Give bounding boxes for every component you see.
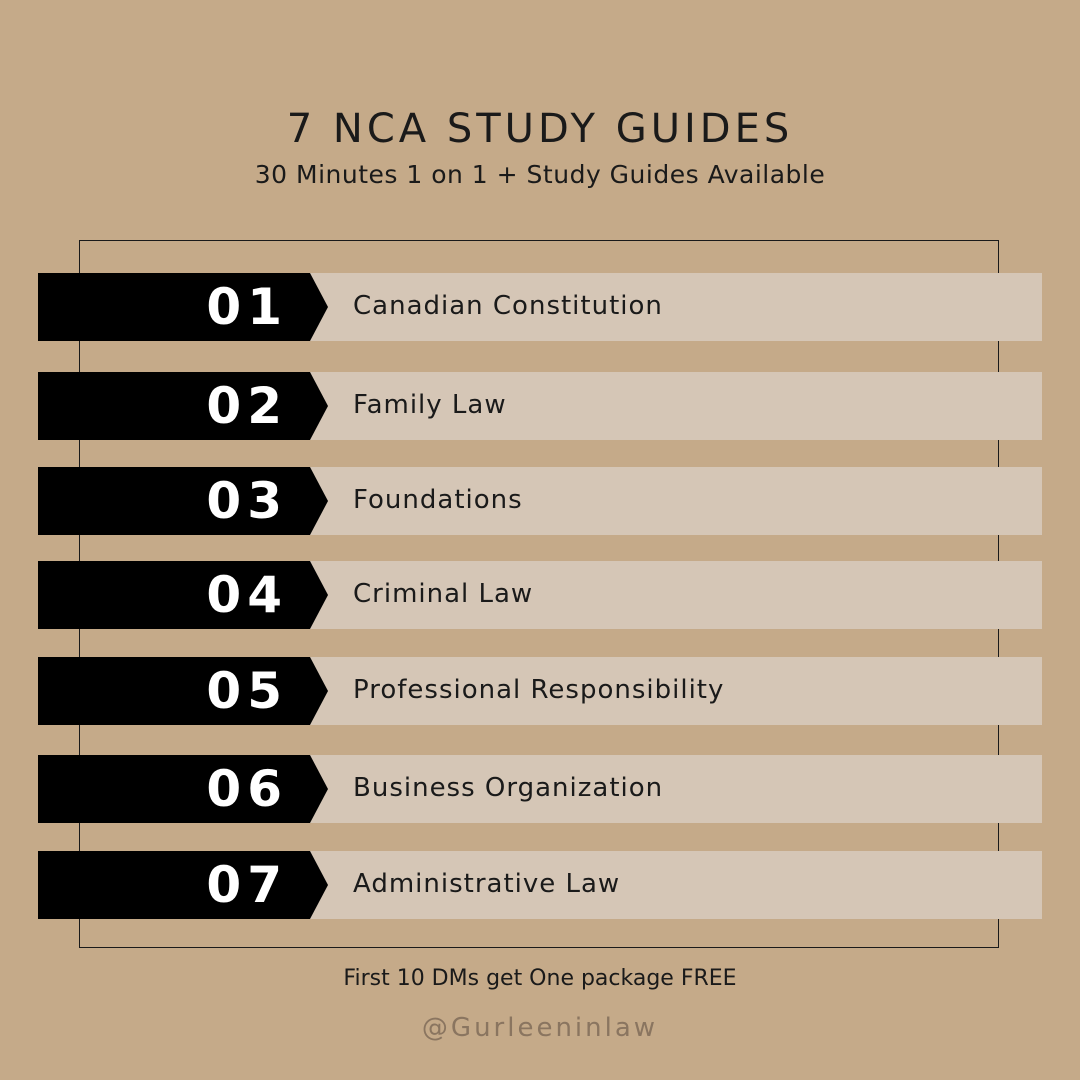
guide-row-4 [38,561,1042,629]
guide-row-2 [38,372,1042,440]
guide-label: Foundations [353,485,523,515]
guide-number: 03 [206,472,288,530]
guide-number: 04 [206,566,288,624]
guide-number: 01 [206,278,288,336]
guide-label: Family Law [353,390,507,420]
guide-row-6 [38,755,1042,823]
guide-number: 05 [206,662,288,720]
guide-row-7 [38,851,1042,919]
guide-label: Criminal Law [353,579,534,609]
guide-number: 07 [206,856,288,914]
guide-row-5 [38,657,1042,725]
guide-label: Canadian Constitution [353,291,663,321]
guide-number: 02 [206,377,288,435]
guide-label: Business Organization [353,773,664,803]
promo-text: First 10 DMs get One package FREE [343,966,737,991]
page-subtitle: 30 Minutes 1 on 1 + Study Guides Available [254,160,826,189]
page-title: 7 NCA STUDY GUIDES [286,106,794,152]
guide-label: Administrative Law [353,869,621,899]
guide-row-1 [38,273,1042,341]
guide-label: Professional Responsibility [353,675,725,705]
guide-row-3 [38,467,1042,535]
social-handle: @Gurleeninlaw [421,1013,659,1043]
guide-number: 06 [206,760,288,818]
